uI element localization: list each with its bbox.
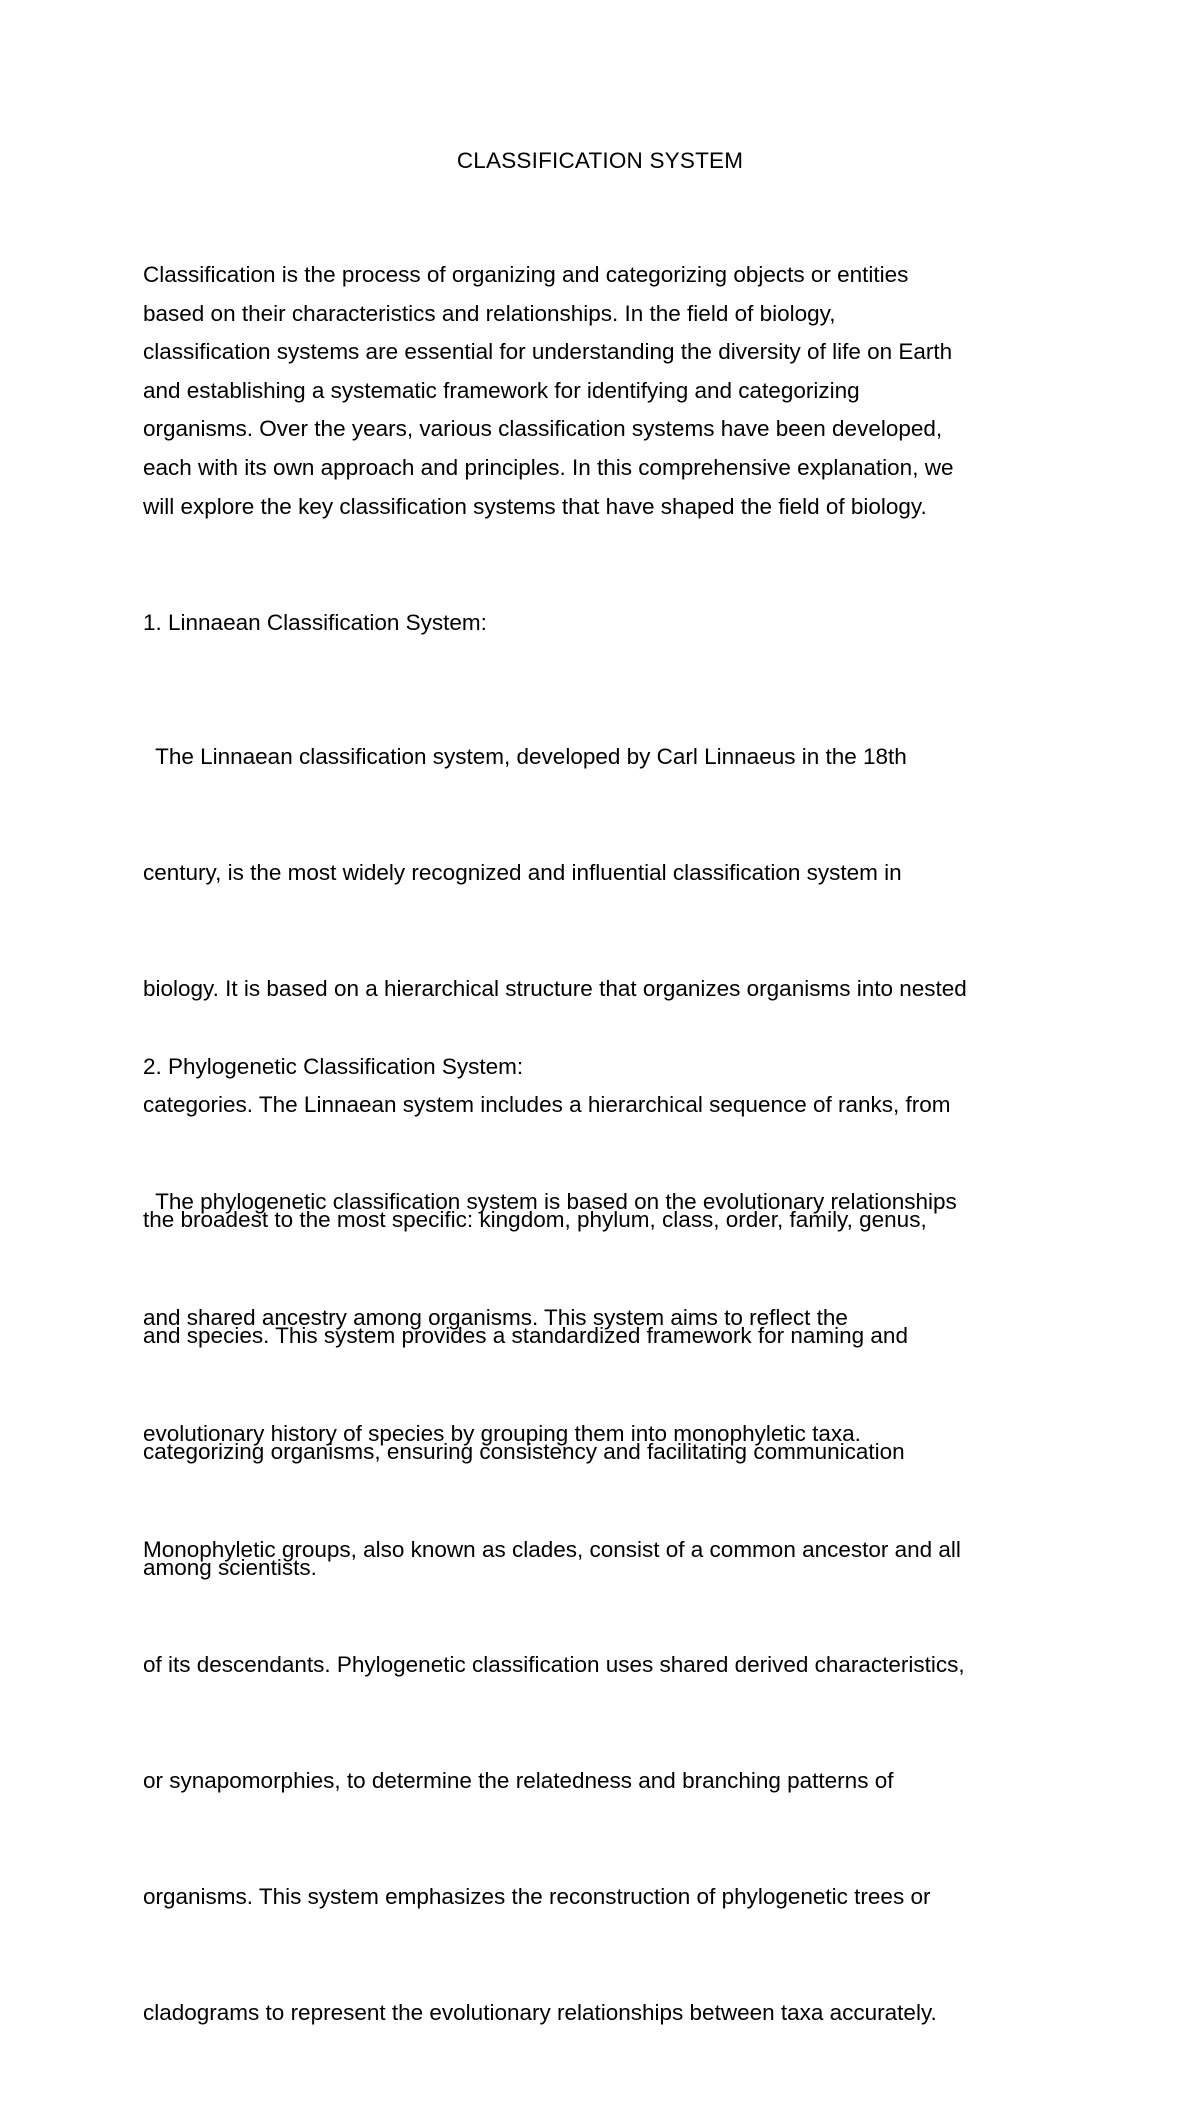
document-title: CLASSIFICATION SYSTEM <box>456 148 744 173</box>
paragraph-line: or synapomorphies, to determine the relatedness and branching patterns of <box>143 1768 894 1794</box>
intro-line: will explore the key classification systems that have shaped the field of biology. <box>143 493 927 519</box>
paragraph-line: categorizing organisms, ensuring consistency and facilitating communication <box>143 1438 905 1464</box>
paragraph-line: Monophyletic groups, also known as clades, consist of a common ancestor and all <box>143 1536 961 1562</box>
paragraph-line: of its descendants. Phylogenetic classification uses shared derived characteristics, <box>143 1652 965 1678</box>
section-paragraph-phylogenetic <box>143 1106 1073 2109</box>
paragraph-line: organisms. This system emphasizes the reconstruction of phylogenetic trees or <box>143 1883 931 1909</box>
paragraph-line: among scientists. <box>143 1554 317 1580</box>
paragraph-line: cladograms to represent the evolutionary relationships between taxa accurately. <box>143 1999 937 2025</box>
intro-line: classification systems are essential for understanding the diversity of life on Earth <box>143 339 953 365</box>
intro-line: organisms. Over the years, various classification systems have been developed, <box>143 416 943 442</box>
section-heading-phylogenetic: 2. Phylogenetic Classification System: <box>143 1054 524 1079</box>
intro-paragraph <box>143 256 1073 526</box>
intro-line: and establishing a systematic framework for identifying and categorizing <box>143 377 860 403</box>
paragraph-line: the broadest to the most specific: kingdom, phylum, class, order, family, genus, <box>143 1207 927 1233</box>
paragraph-line: and shared ancestry among organisms. This system aims to reflect the <box>143 1304 848 1330</box>
intro-line: each with its own approach and principles. In this comprehensive explanation, we <box>143 454 954 480</box>
paragraph-line: The Linnaean classification system, developed by Carl Linnaeus in the 18th <box>143 744 907 770</box>
paragraph-line: The phylogenetic classification system is based on the evolutionary relationships <box>143 1189 957 1215</box>
intro-line: based on their characteristics and relationships. In the field of biology, <box>143 300 836 326</box>
paragraph-line: evolutionary history of species by grouping them into monophyletic taxa. <box>143 1420 861 1446</box>
paragraph-line: century, is the most widely recognized and influential classification system in <box>143 859 902 885</box>
paragraph-line: biology. It is based on a hierarchical structure that organizes organisms into nested <box>143 975 967 1001</box>
intro-line: Classification is the process of organizing and categorizing objects or entities <box>143 262 909 287</box>
paragraph-line: and species. This system provides a standardized framework for naming and <box>143 1323 908 1349</box>
paragraph-line: categories. The Linnaean system includes a hierarchical sequence of ranks, from <box>143 1091 951 1117</box>
section-heading-linnaean: 1. Linnaean Classification System: <box>143 610 487 635</box>
